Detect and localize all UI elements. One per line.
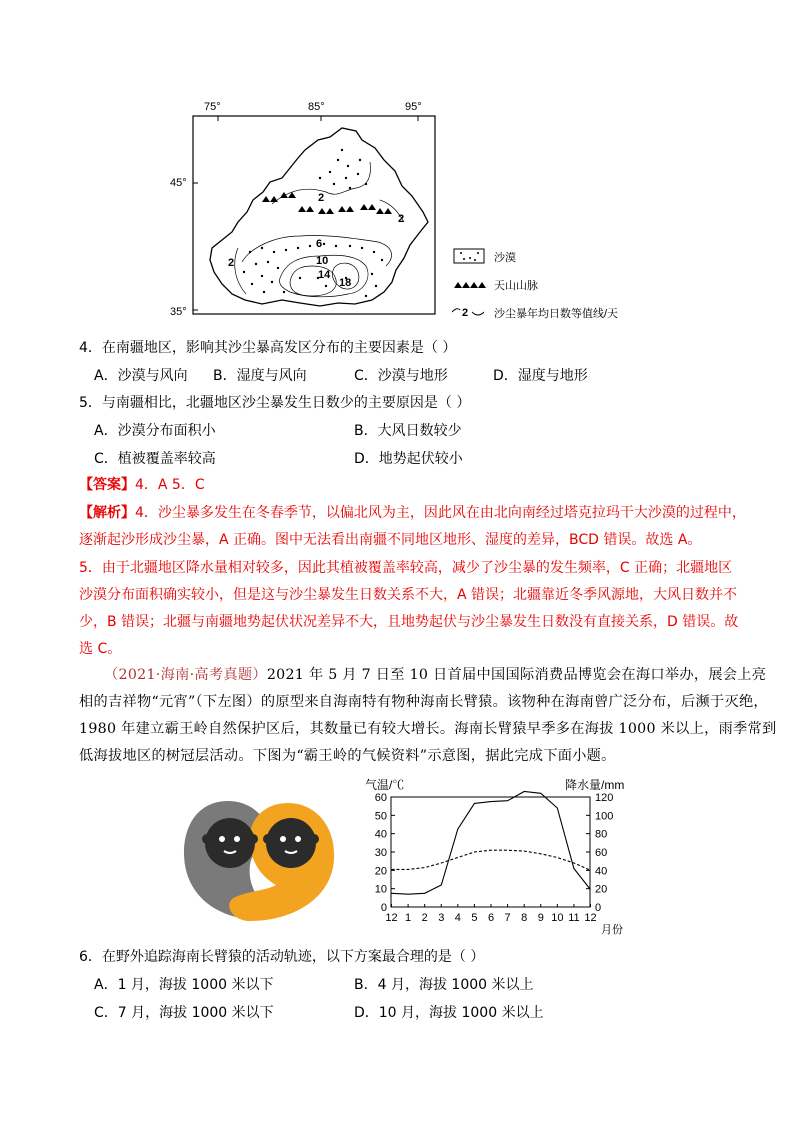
desert-pattern-icon: [454, 249, 484, 263]
legend-desert-label: 沙漠: [494, 252, 516, 264]
x-tick-label: 6: [487, 912, 495, 924]
legend-contour-value: 2: [462, 307, 469, 319]
x-tick-label: 2: [421, 912, 428, 924]
x-tick-label: 12: [584, 912, 597, 924]
left-tick-label: 20: [374, 865, 387, 878]
contour-label: 6: [316, 238, 323, 250]
x-tick-label: 5: [471, 912, 478, 924]
lat-label-45: 45°: [170, 177, 187, 189]
x-tick-label: 7: [504, 912, 511, 924]
contour-label: 10: [316, 255, 329, 267]
left-tick-label: 60: [374, 792, 387, 804]
x-tick-label: 9: [537, 912, 544, 924]
x-tick-label: 12: [385, 912, 398, 924]
lat-label-35: 35°: [170, 306, 187, 318]
x-tick-label: 8: [521, 912, 528, 924]
left-axis-label: 气温/℃: [365, 778, 405, 792]
mountain-icon: [454, 282, 486, 288]
analysis-text: 4．沙尘暴多发生在冬春季节，以偏北风为主，因此风在由北向南经过塔克拉玛干大沙漠的过程中，: [135, 505, 746, 521]
mascot-yuanxiao-image: [180, 795, 340, 925]
question-6-option-c: C．7 月，海拔 1000 米以下: [94, 1005, 274, 1021]
lon-label-75: 75°: [204, 101, 221, 113]
left-tick-label: 0: [380, 902, 387, 914]
contour-line-icon: [452, 307, 484, 319]
right-tick-label: 120: [595, 792, 614, 804]
left-tick-label: 10: [374, 883, 387, 896]
analysis-line-1: [79, 502, 746, 522]
question-5-stem: 5．与南疆相比，北疆地区沙尘暴发生日数少的主要原因是（ ）: [79, 395, 471, 411]
answer-text: 4．A 5．C: [135, 477, 205, 493]
question-4-stem: 4．在南疆地区，影响其沙尘暴高发区分布的主要因素是（ ）: [79, 340, 457, 356]
analysis-line-2: 逐渐起沙形成沙尘暴，A 正确。图中无法看出南疆不同地区地形、湿度的差异，BCD 错误。故选 A。: [79, 532, 702, 548]
question-6-stem: 6．在野外追踪海南长臂猿的活动轨迹，以下方案最合理的是（ ）: [79, 949, 485, 965]
contour-label: 2: [228, 257, 235, 269]
analysis-line-6: 选 C。: [79, 641, 122, 657]
passage-line-2: 相的吉祥物“元宵”（下左图）的原型来自海南特有物种海南长臂猿。该物种在海南曾广泛分布，后濒于灭绝，: [79, 694, 768, 710]
question-6-option-d: D．10 月，海拔 1000 米以上: [354, 1005, 544, 1021]
contour-label: 2: [398, 213, 405, 225]
question-4-option-c: C．沙漠与地形: [354, 368, 448, 384]
question-5-option-d: D．地势起伏较小: [354, 451, 463, 467]
question-5-option-c: C．植被覆盖率较高: [94, 451, 216, 467]
right-axis-label: 降水量/mm: [565, 778, 625, 792]
legend-contour-label: 沙尘暴年均日数等值线/天: [494, 308, 619, 320]
question-6-option-a: A．1 月，海拔 1000 米以下: [94, 977, 274, 993]
question-6-option-b: B．4 月，海拔 1000 米以上: [354, 977, 534, 993]
right-tick-label: 60: [595, 847, 608, 859]
answer-tag: 【答案】: [79, 477, 135, 493]
question-5-option-a: A．沙漠分布面积小: [94, 423, 216, 439]
passage-line-4: 低海拔地区的树冠层活动。下图为“霸王岭的气候资料”示意图，据此完成下面小题。: [79, 748, 616, 764]
map-legend: [452, 249, 618, 320]
question-4-option-d: D．湿度与地形: [493, 368, 588, 384]
right-tick-label: 40: [595, 865, 608, 878]
x-tick-label: 4: [454, 912, 461, 924]
temperature-line: [392, 850, 591, 870]
x-tick-label: 10: [551, 912, 564, 924]
left-tick-label: 30: [374, 847, 387, 859]
precipitation-line: [392, 792, 591, 895]
passage-line-1: [104, 664, 766, 684]
analysis-line-4: 沙漠分布面积确实较小，但是这与沙尘暴发生日数关系不大，A 错误；北疆靠近冬季风源地，大风日数并不: [79, 587, 738, 603]
left-tick-label: 50: [374, 810, 387, 823]
question-4-option-a: A．沙漠与风向: [94, 368, 188, 384]
legend-mountain-label: 天山山脉: [494, 280, 538, 292]
passage-text: 2021 年 5 月 7 日至 10 日首届中国国际消费品博览会在海口举办，展会上亮: [266, 667, 767, 683]
right-tick-label: 0: [595, 902, 602, 914]
tianshan-mountains: [262, 192, 392, 214]
x-unit-label: 月份: [601, 924, 623, 936]
contour-label: 2: [318, 192, 325, 204]
passage-line-3: 1980 年建立霸王岭自然保护区后，其数量已有较大增长。海南长臂猿早季多在海拔 1000 米以上，雨季常到: [79, 721, 777, 737]
contour-label: 18: [339, 277, 352, 289]
x-tick-label: 1: [405, 912, 412, 924]
analysis-line-3: 5．由于北疆地区降水量相对较多，因此其植被覆盖率较高，减少了沙尘暴的发生频率，C 正确；北疆地区: [79, 560, 733, 576]
right-tick-label: 20: [595, 883, 608, 896]
x-tick-label: 11: [568, 912, 580, 924]
left-tick-label: 40: [374, 828, 387, 841]
answer-line: [79, 474, 205, 494]
analysis-line-5: 少，B 错误；北疆与南疆地势起伏状况差异不大，且地势起伏与沙尘暴发生日数没有直接关系，D 错误。故: [79, 614, 739, 630]
contour-label: 14: [318, 269, 331, 281]
lon-label-85: 85°: [308, 101, 325, 113]
chart-plot-frame: [391, 797, 590, 907]
right-tick-label: 80: [595, 828, 608, 841]
right-tick-label: 100: [595, 810, 614, 823]
question-4-option-b: B．湿度与风向: [213, 368, 307, 384]
xinjiang-dust-storm-map: [160, 95, 640, 325]
question-5-option-b: B．大风日数较少: [354, 423, 462, 439]
bawangling-climate-chart: [355, 776, 665, 941]
desert-area: [243, 149, 383, 297]
lon-label-95: 95°: [405, 101, 422, 113]
x-tick-label: 3: [438, 912, 445, 924]
passage-source: （2021·海南·高考真题）: [104, 667, 267, 683]
analysis-tag: 【解析】: [79, 505, 135, 521]
